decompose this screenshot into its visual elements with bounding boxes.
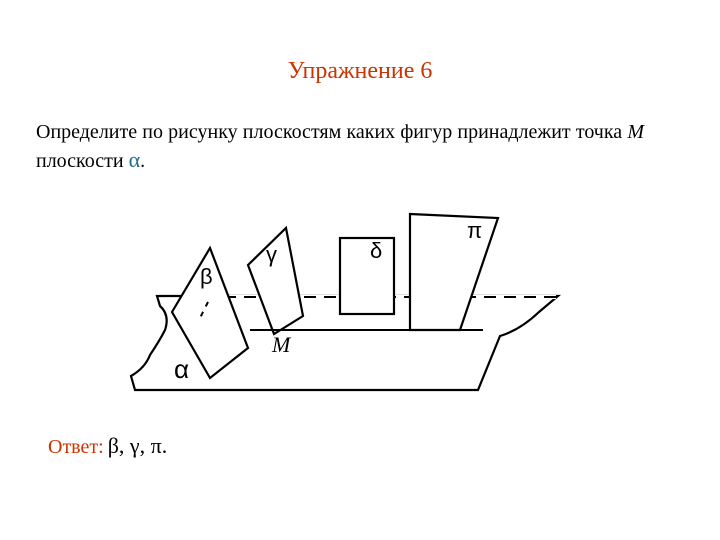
task-text-before: Определите по рисунку плоскостям каких фигур принадлежит точка <box>36 121 628 143</box>
task-point-label: M <box>627 121 644 143</box>
answer <box>48 433 167 459</box>
label-alpha: α <box>174 354 190 384</box>
label-gamma: γ <box>266 242 277 267</box>
plane-delta <box>340 238 394 314</box>
label-delta: δ <box>370 238 383 263</box>
exercise-title: Упражнение 6 <box>287 58 433 84</box>
answer-label: Ответ: <box>48 436 104 458</box>
label-beta: β <box>200 264 213 289</box>
alpha-symbol: α <box>128 147 141 172</box>
label-point-m: M <box>272 332 291 357</box>
answer-value: β, γ, π. <box>107 433 168 458</box>
label-pi: π <box>467 218 483 243</box>
task-text-after: плоскости <box>36 150 129 172</box>
plane-pi <box>410 214 498 330</box>
task-period: . <box>140 150 146 172</box>
